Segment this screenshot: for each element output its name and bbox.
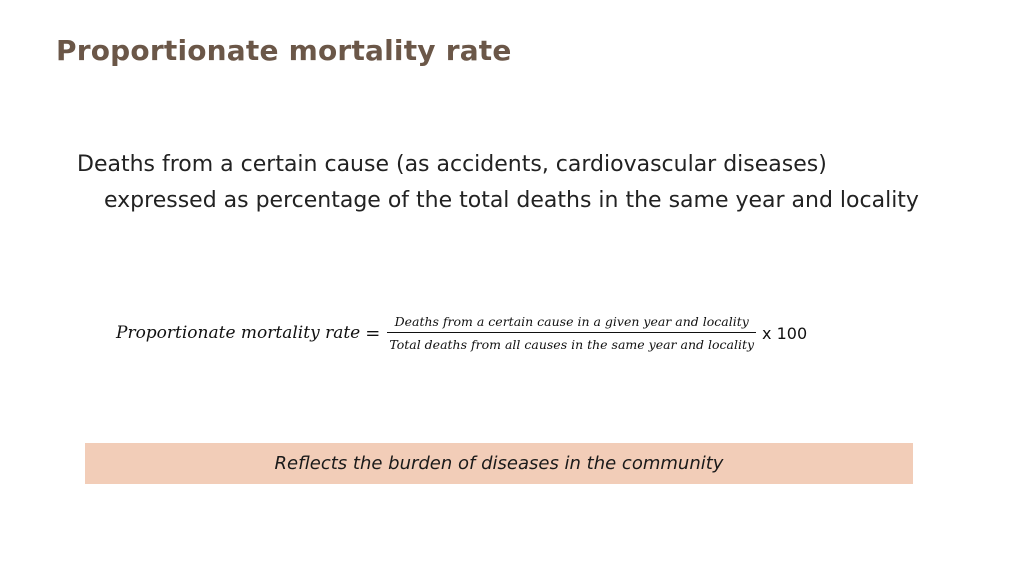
fraction-bar: [387, 332, 756, 333]
formula-equals-sign: =: [365, 322, 381, 344]
formula-numerator: Deaths from a certain cause in a given year and locality: [394, 314, 749, 329]
highlight-note-text: Reflects the burden of diseases in the community: [274, 453, 724, 474]
formula-lhs: Proportionate mortality rate: [116, 323, 361, 343]
formula-denominator: Total deaths from all causes in the same year and locality: [389, 337, 755, 352]
definition-text: Deaths from a certain cause (as accidents, cardiovascular diseases) expressed as percentage of the total deaths in the same year and locality: [77, 152, 919, 213]
formula-multiplier: x 100: [762, 323, 808, 343]
formula: [116, 310, 807, 356]
highlight-note-box: [85, 443, 913, 484]
formula-fraction: [387, 313, 756, 353]
slide-title: Proportionate mortality rate: [56, 34, 512, 67]
